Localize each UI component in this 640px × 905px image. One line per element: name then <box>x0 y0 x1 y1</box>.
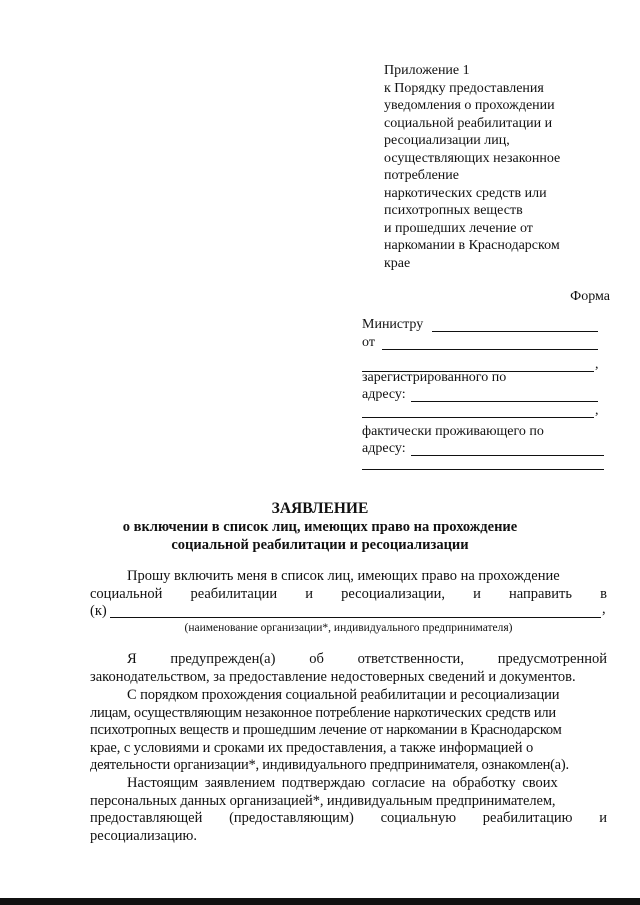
minister-row <box>362 316 606 334</box>
minister-blank-line[interactable] <box>432 331 598 332</box>
appendix-line: Приложение 1 <box>384 63 470 78</box>
appendix-line: уведомления о прохождении <box>384 98 555 113</box>
procedure-line: С порядком прохождения социальной реабилитации и ресоциализации <box>127 687 560 703</box>
appendix-line: и прошедших лечение от <box>384 220 533 236</box>
request-line-2 <box>90 586 607 604</box>
consent-line: Настоящим заявлением подтверждаю согласие на обработку своих <box>127 775 558 791</box>
warning-word: предупрежден(а) <box>170 651 276 667</box>
minister-label: Министру <box>362 317 424 332</box>
consent-word: (предоставляющим) <box>229 810 354 827</box>
warning-line-2: законодательством, за предоставление недостоверных сведений и документов. <box>90 668 576 685</box>
consent-line-3 <box>90 810 607 828</box>
request-word: ресоциализации, <box>341 585 445 602</box>
actual-continuation-row <box>362 457 606 475</box>
warning-line-1 <box>90 651 607 669</box>
consent-word: предоставляющей <box>90 810 203 827</box>
procedure-line: лицам, осуществляющим незаконное потребление наркотических средств или <box>90 704 556 721</box>
consent-line: персональных данных организацией*, индивидуальным предпринимателем, <box>90 792 556 809</box>
appendix-line: наркотических средств или <box>384 185 547 201</box>
warning-word: предусмотренной <box>497 651 607 667</box>
request-word: направить <box>508 585 572 602</box>
registered-address-row <box>362 386 606 404</box>
registered-address-label: адресу: <box>362 387 406 402</box>
request-word: и <box>473 585 481 602</box>
appendix-line: наркомании в Краснодарском <box>384 238 560 253</box>
procedure-line: психотропных веществ и прошедшим лечение от наркомании в Краснодарском <box>90 722 562 739</box>
appendix-line: социальной реабилитации и <box>384 115 553 131</box>
document-subtitle-line-2: социальной реабилитации и ресоциализации <box>171 537 469 553</box>
registered-label: зарегистрированного по <box>362 370 507 385</box>
scan-edge-bar <box>0 898 640 905</box>
from-blank-line[interactable] <box>382 349 598 350</box>
organization-hint: (наименование организации*, индивидуального предпринимателя) <box>184 622 513 634</box>
registered-label-row <box>362 369 606 387</box>
procedure-line: крае, с условиями и сроками их предоставления, а также информацией о <box>90 739 534 756</box>
request-paragraph <box>90 568 607 621</box>
appendix-line: осуществляющих незаконное <box>384 150 561 166</box>
actual-address-label: адресу: <box>362 441 406 456</box>
request-prefix: (к) <box>90 603 107 620</box>
comma: , <box>595 357 599 372</box>
procedure-paragraph <box>90 687 607 775</box>
registered-address-blank-line[interactable] <box>411 401 598 402</box>
registered-continuation-row <box>362 404 606 422</box>
registered-address-blank-line-2[interactable] <box>362 417 594 418</box>
appendix-line: психотропных веществ <box>384 203 523 218</box>
actual-address-blank-line-2[interactable] <box>362 469 604 470</box>
actual-address-row <box>362 440 606 458</box>
from-label: от <box>362 335 375 350</box>
warning-word: ответственности, <box>357 651 464 667</box>
from-row <box>362 334 606 352</box>
comma: , <box>595 403 599 418</box>
consent-word: реабилитацию <box>482 810 573 827</box>
request-line-1: Прошу включить меня в список лиц, имеющих право на прохождение <box>127 568 560 584</box>
actual-label-row <box>362 423 606 441</box>
request-suffix: , <box>602 601 606 618</box>
appendix-line: крае <box>384 255 411 271</box>
request-word: реабилитации <box>190 585 278 602</box>
appendix-line: к Порядку предоставления <box>384 80 544 96</box>
request-word: и <box>305 585 314 602</box>
consent-word: и <box>599 810 607 827</box>
consent-word: социальную <box>380 810 457 827</box>
warning-word: Я <box>127 651 137 667</box>
form-label: Форма <box>570 289 610 304</box>
actual-address-blank-line[interactable] <box>411 455 604 456</box>
actual-label: фактически проживающего по <box>362 424 544 439</box>
request-word: социальной <box>90 585 163 602</box>
warning-word: об <box>309 651 324 667</box>
consent-paragraph <box>90 775 607 845</box>
organization-blank-line[interactable] <box>110 617 601 618</box>
appendix-header <box>384 62 614 272</box>
appendix-line: ресоциализации лиц, <box>384 133 510 148</box>
request-line-3 <box>90 603 607 621</box>
request-word: в <box>600 585 607 602</box>
document-title: ЗАЯВЛЕНИЕ <box>271 500 369 517</box>
procedure-line: деятельности организации*, индивидуального предпринимателя, ознакомлен(а). <box>90 757 569 774</box>
document-subtitle-line-1: о включении в список лиц, имеющих право на прохождение <box>122 519 518 535</box>
appendix-line: потребление <box>384 168 459 183</box>
warning-paragraph <box>90 651 607 686</box>
consent-line-4: ресоциализацию. <box>90 827 197 844</box>
